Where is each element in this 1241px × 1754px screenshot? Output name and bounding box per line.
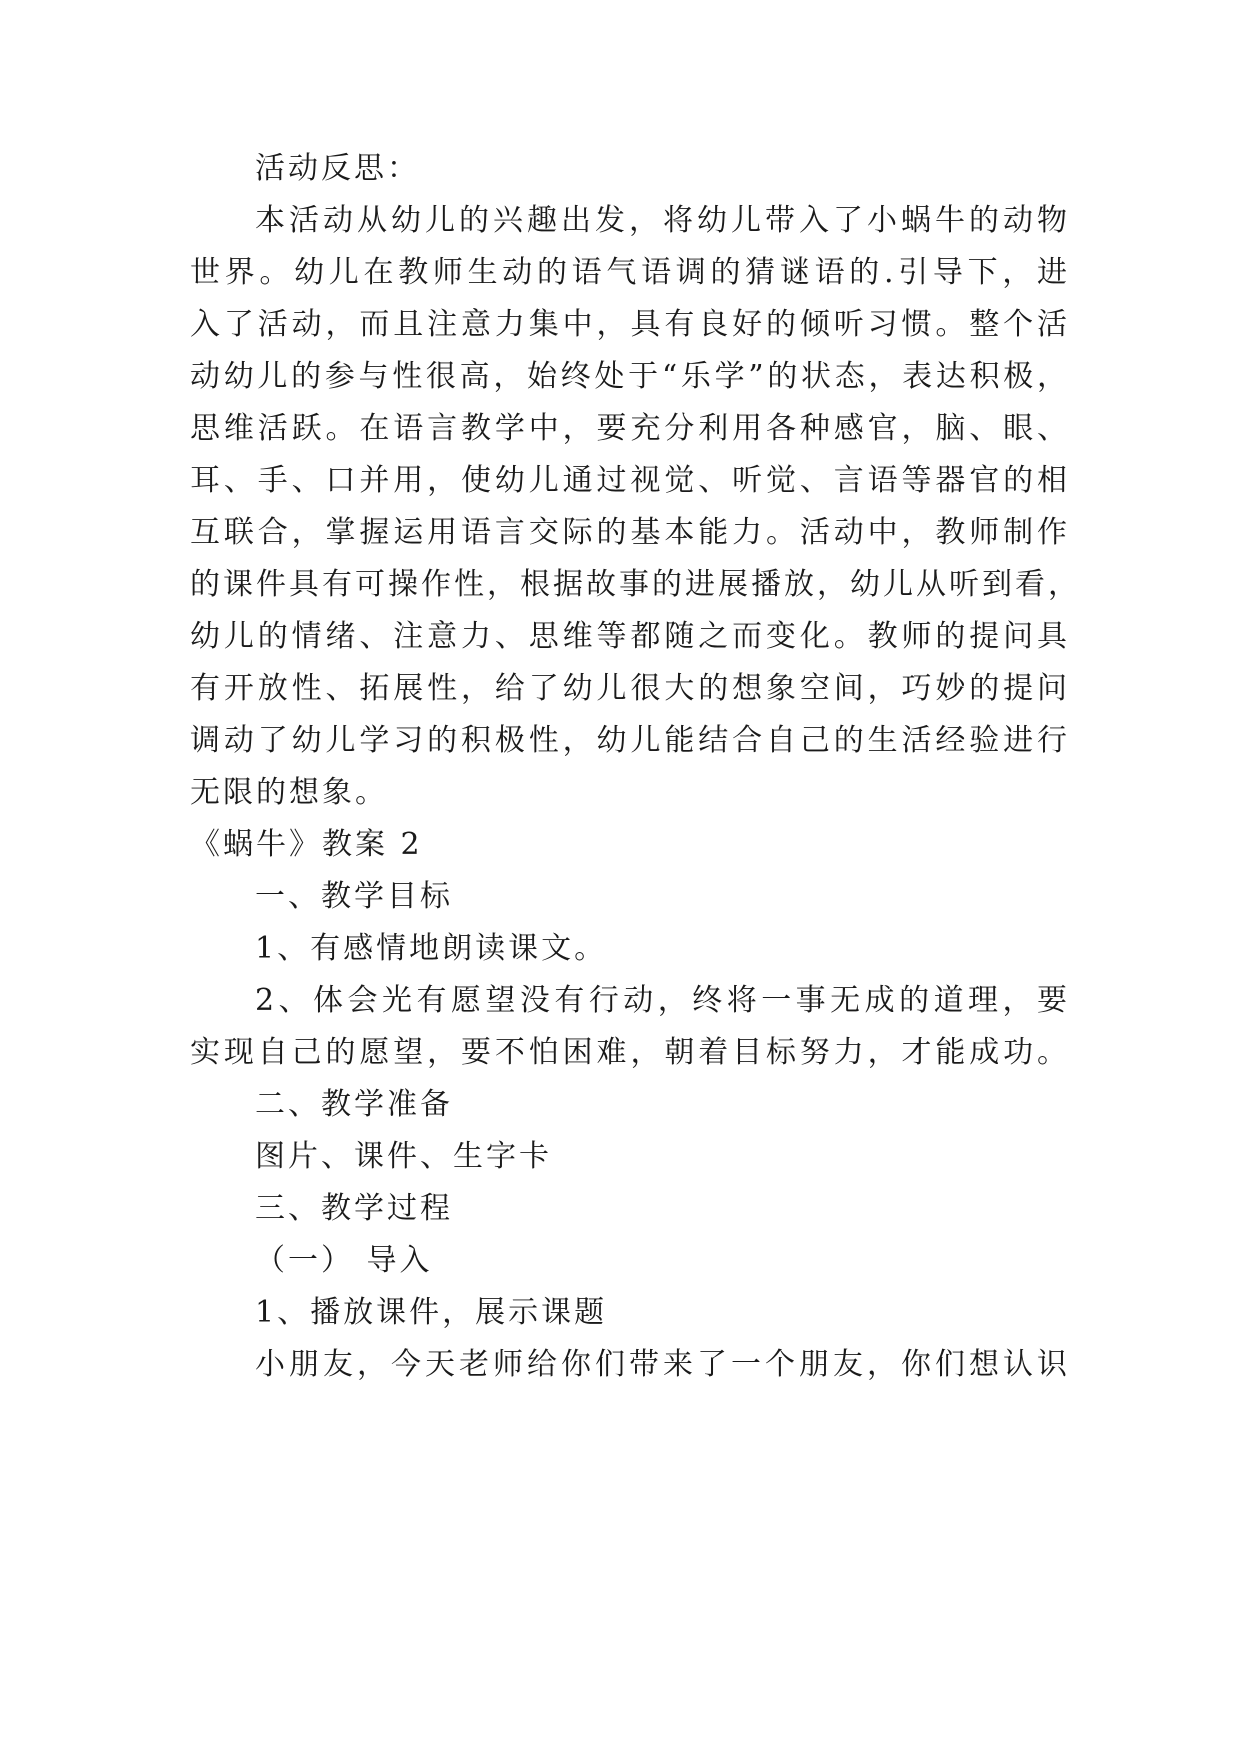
process-intro: 小朋友，今天老师给你们带来了一个朋友，你们想认识 bbox=[255, 1347, 1070, 1382]
goal-item-2: 2、体会光有愿望没有行动，终将一事无成的道理，要 bbox=[255, 983, 1070, 1018]
process-heading: 三、教学过程 bbox=[255, 1191, 453, 1226]
paragraph-line: 思维活跃。在语言教学中，要充分利用各种感官，脑、眼、 bbox=[190, 411, 1070, 446]
paragraph-line: 本活动从幼儿的兴趣出发，将幼儿带入了小蜗牛的动物 bbox=[255, 203, 1070, 238]
paragraph-line: 动幼儿的参与性很高，始终处于“乐学”的状态，表达积极， bbox=[190, 359, 1070, 394]
paragraph-line: 调动了幼儿学习的积极性，幼儿能结合自己的生活经验进行 bbox=[190, 723, 1070, 758]
goals-heading: 一、教学目标 bbox=[255, 879, 453, 914]
reflection-heading: 活动反思： bbox=[255, 151, 420, 186]
process-step-1: （一） 导入 bbox=[255, 1243, 433, 1278]
paragraph-line: 的课件具有可操作性，根据故事的进展播放，幼儿从听到看， bbox=[190, 567, 1081, 602]
paragraph-line: 世界。幼儿在教师生动的语气语调的猜谜语的.引导下，进 bbox=[190, 255, 1070, 290]
goal-item-2-continued: 实现自己的愿望，要不怕困难，朝着目标努力，才能成功。 bbox=[190, 1035, 1070, 1070]
prep-heading: 二、教学准备 bbox=[255, 1087, 453, 1122]
paragraph-line: 幼儿的情绪、注意力、思维等都随之而变化。教师的提问具 bbox=[190, 619, 1070, 654]
paragraph-line: 无限的想象。 bbox=[190, 775, 388, 810]
paragraph-line: 入了活动，而且注意力集中，具有良好的倾听习惯。整个活 bbox=[190, 307, 1070, 342]
paragraph-line: 有开放性、拓展性，给了幼儿很大的想象空间，巧妙的提问 bbox=[190, 671, 1070, 706]
prep-materials: 图片、课件、生字卡 bbox=[255, 1139, 552, 1174]
paragraph-line: 互联合，掌握运用语言交际的基本能力。活动中，教师制作 bbox=[190, 515, 1070, 550]
process-sub-1: 1、播放课件，展示课题 bbox=[255, 1295, 608, 1330]
paragraph-line: 耳、手、口并用，使幼儿通过视觉、听觉、言语等器官的相 bbox=[190, 463, 1070, 498]
goal-item-1: 1、有感情地朗读课文。 bbox=[255, 931, 608, 966]
plan-title: 《蜗牛》教案 2 bbox=[190, 827, 423, 862]
